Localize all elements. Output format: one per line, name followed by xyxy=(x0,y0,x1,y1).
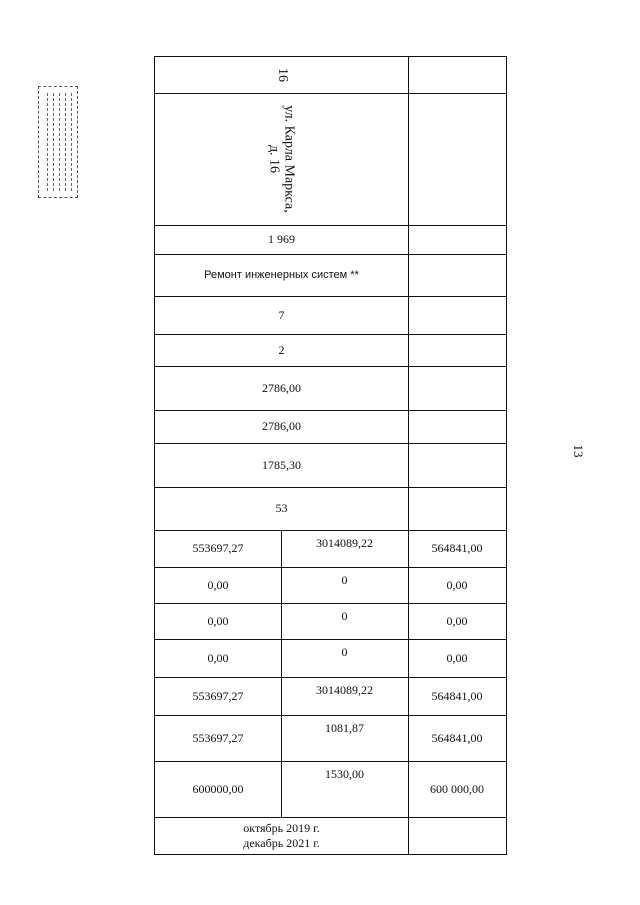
row-area-total xyxy=(154,366,409,411)
row-dates xyxy=(154,817,409,855)
work-type: Ремонт инженерных систем ** xyxy=(204,269,359,281)
cost-value: 0 xyxy=(341,609,348,623)
row-floors-empty xyxy=(408,296,507,335)
cost-value: 0,00 xyxy=(207,650,229,665)
cost-cell-c xyxy=(408,639,507,678)
cost-cell-b xyxy=(281,567,409,604)
entrances: 2 xyxy=(278,342,285,357)
cost-cell-c xyxy=(408,761,507,818)
cost-value: 0 xyxy=(341,645,348,659)
floors: 7 xyxy=(278,307,285,322)
year-built: 1 969 xyxy=(268,232,295,246)
cost-cell-b xyxy=(281,530,409,568)
cost-cell-a xyxy=(154,677,282,716)
cost-cell-c xyxy=(408,677,507,716)
row-entrances-empty xyxy=(408,334,507,367)
area-total: 2786,00 xyxy=(262,380,301,395)
cost-value: 0 xyxy=(341,573,348,587)
cost-value: 3014089,22 xyxy=(316,683,373,697)
cost-value: 0,00 xyxy=(207,577,229,592)
cost-cell-b xyxy=(281,761,409,818)
cost-value: 564841,00 xyxy=(431,688,483,703)
date-start: октябрь 2019 г. xyxy=(243,820,320,835)
row-residents xyxy=(154,487,409,531)
row-residents-empty xyxy=(408,487,507,531)
cost-value: 553697,27 xyxy=(192,541,244,555)
cost-cell-b xyxy=(281,639,409,678)
cost-value: 564841,00 xyxy=(431,541,483,555)
row-floors xyxy=(154,296,409,335)
cost-value: 1081,87 xyxy=(325,721,364,735)
row-area-total-empty xyxy=(408,366,507,411)
cost-value: 553697,27 xyxy=(192,688,244,703)
row-dates-empty xyxy=(408,817,507,855)
area-living: 2786,00 xyxy=(262,419,301,433)
cost-value: 564841,00 xyxy=(431,730,483,745)
cost-cell-c xyxy=(408,567,507,604)
archive-stamp xyxy=(38,86,78,198)
cost-cell-a xyxy=(154,639,282,678)
data-table xyxy=(154,56,507,855)
residents: 53 xyxy=(275,501,288,515)
row-work-type xyxy=(154,254,409,297)
cost-cell-a xyxy=(154,567,282,604)
row-area-other xyxy=(154,443,409,488)
cost-cell-c xyxy=(408,715,507,762)
cost-cell-c xyxy=(408,530,507,568)
cost-cell-a xyxy=(154,761,282,818)
page-number: 13 xyxy=(571,444,586,458)
row-area-other-empty xyxy=(408,443,507,488)
row-area-living-empty xyxy=(408,410,507,444)
house-number: 16 xyxy=(274,68,290,82)
address-line1: ул. Карла Маркса, xyxy=(281,105,297,213)
row-area-living xyxy=(154,410,409,444)
row-number-empty xyxy=(408,56,507,94)
cost-cell-a xyxy=(154,603,282,640)
cost-value: 0,00 xyxy=(446,577,468,592)
cost-cell-c xyxy=(408,603,507,640)
cost-value: 3014089,22 xyxy=(316,536,373,550)
cost-cell-b xyxy=(281,677,409,716)
row-entrances xyxy=(154,334,409,367)
row-address xyxy=(154,93,409,226)
row-address-empty xyxy=(408,93,507,226)
row-year xyxy=(154,225,409,255)
cost-cell-a xyxy=(154,715,282,762)
area-other: 1785,30 xyxy=(262,457,301,472)
row-year-empty xyxy=(408,225,507,255)
date-end: декабрь 2021 г. xyxy=(243,835,320,850)
address-line2: д. 16 xyxy=(266,144,282,174)
cost-cell-a xyxy=(154,530,282,568)
cost-value: 0,00 xyxy=(207,613,229,628)
cost-value: 600 000,00 xyxy=(430,781,484,796)
cost-cell-b xyxy=(281,715,409,762)
row-work-type-empty xyxy=(408,254,507,297)
cost-value: 0,00 xyxy=(446,650,468,665)
row-number xyxy=(154,56,409,94)
cost-value: 553697,27 xyxy=(192,730,244,745)
cost-cell-b xyxy=(281,603,409,640)
cost-value: 0,00 xyxy=(446,613,468,628)
cost-value: 1530,00 xyxy=(325,767,364,781)
cost-value: 600000,00 xyxy=(192,781,244,796)
